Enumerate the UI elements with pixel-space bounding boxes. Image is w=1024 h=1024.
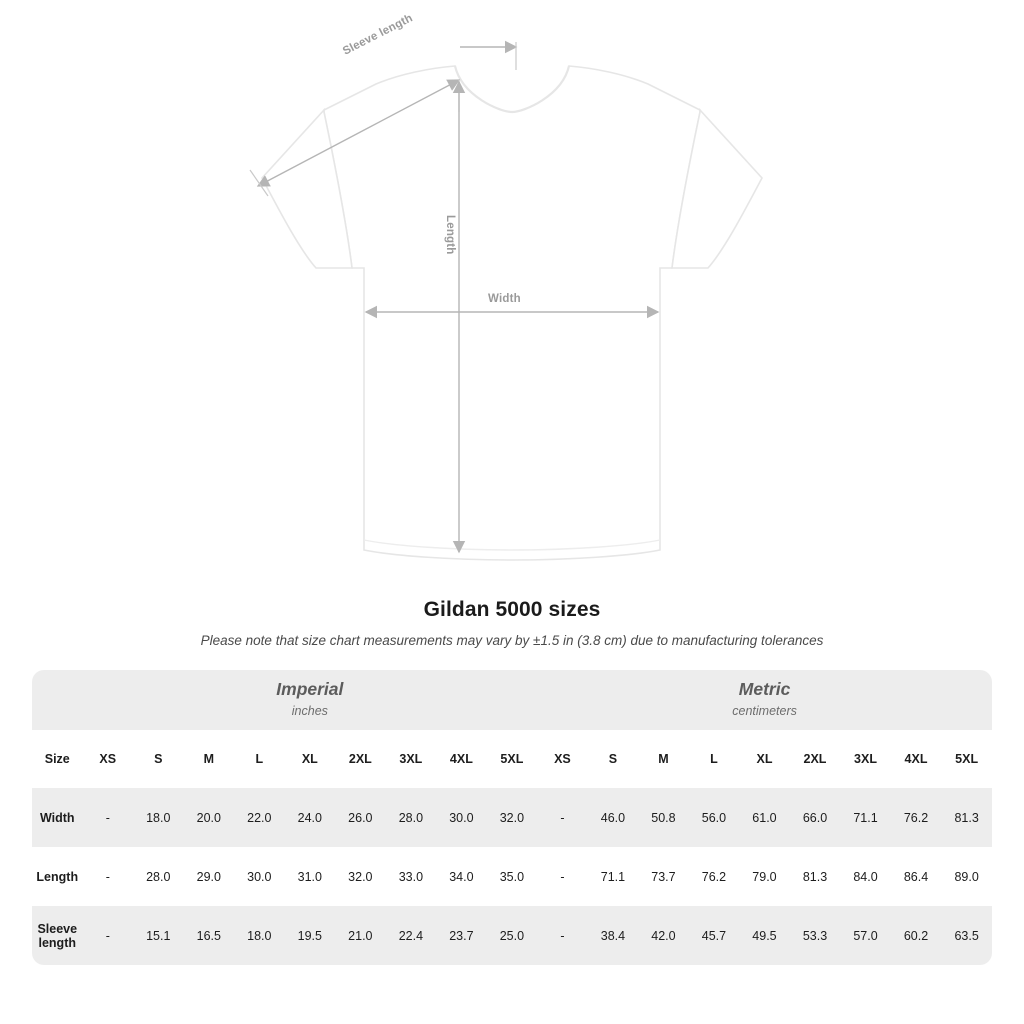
cell-sleeve-metric-xl: 49.5 [739, 906, 790, 965]
cell-sleeve-metric-2xl: 53.3 [790, 906, 841, 965]
cell-width-imperial-l: 22.0 [234, 788, 285, 847]
cell-sleeve-imperial-s: 15.1 [133, 906, 184, 965]
cell-sleeve-metric-m: 42.0 [638, 906, 689, 965]
size-header-metric-l: L [689, 730, 740, 788]
cell-width-metric-m: 50.8 [638, 788, 689, 847]
cell-sleeve-metric-xs: - [537, 906, 588, 965]
cell-length-metric-3xl: 84.0 [840, 847, 891, 906]
cell-sleeve-imperial-4xl: 23.7 [436, 906, 487, 965]
cell-length-metric-l: 76.2 [689, 847, 740, 906]
unit-header-metric [537, 670, 992, 730]
cell-length-imperial-xl: 31.0 [285, 847, 336, 906]
cell-width-imperial-5xl: 32.0 [487, 788, 538, 847]
cell-length-metric-xs: - [537, 847, 588, 906]
cell-length-metric-m: 73.7 [638, 847, 689, 906]
size-header-metric-4xl: 4XL [891, 730, 942, 788]
unit-name-metric: Metric [738, 679, 791, 700]
cell-width-metric-2xl: 66.0 [790, 788, 841, 847]
cell-width-metric-xs: - [537, 788, 588, 847]
unit-sub-imperial: inches [291, 703, 328, 718]
cell-sleeve-metric-3xl: 57.0 [840, 906, 891, 965]
table-row [32, 847, 992, 906]
cell-width-metric-4xl: 76.2 [891, 788, 942, 847]
unit-name-imperial: Imperial [276, 679, 344, 700]
sizes-header-row [32, 730, 992, 788]
sleeve-length-label: Sleeve length [341, 12, 415, 58]
cell-sleeve-metric-4xl: 60.2 [891, 906, 942, 965]
cell-sleeve-imperial-xs: - [83, 906, 134, 965]
cell-sleeve-metric-l: 45.7 [689, 906, 740, 965]
cell-sleeve-imperial-2xl: 21.0 [335, 906, 386, 965]
size-header-metric-s: S [588, 730, 639, 788]
unit-sub-metric: centimeters [732, 703, 797, 718]
table-row [32, 788, 992, 847]
cell-sleeve-imperial-xl: 19.5 [285, 906, 336, 965]
cell-length-metric-5xl: 89.0 [941, 847, 992, 906]
table-corner-cell [32, 670, 83, 730]
size-header-metric-xl: XL [739, 730, 790, 788]
size-header-imperial-3xl: 3XL [386, 730, 437, 788]
size-header-imperial-s: S [133, 730, 184, 788]
tolerance-note: Please note that size chart measurements may vary by ±1.5 in (3.8 cm) due to manufacturing tolerances [200, 633, 824, 648]
cell-sleeve-imperial-3xl: 22.4 [386, 906, 437, 965]
size-header-imperial-l: L [234, 730, 285, 788]
size-header-label: Size [32, 730, 83, 788]
cell-length-imperial-xs: - [83, 847, 134, 906]
cell-sleeve-imperial-5xl: 25.0 [487, 906, 538, 965]
cell-length-imperial-5xl: 35.0 [487, 847, 538, 906]
cell-width-imperial-3xl: 28.0 [386, 788, 437, 847]
size-header-imperial-xs: XS [83, 730, 134, 788]
row-label-width: Width [32, 788, 83, 847]
cell-width-metric-3xl: 71.1 [840, 788, 891, 847]
size-chart-table-wrap [32, 670, 992, 965]
size-header-metric-xs: XS [537, 730, 588, 788]
size-header-imperial-2xl: 2XL [335, 730, 386, 788]
row-label-length: Length [32, 847, 83, 906]
cell-sleeve-imperial-m: 16.5 [184, 906, 235, 965]
cell-length-imperial-l: 30.0 [234, 847, 285, 906]
cell-sleeve-metric-5xl: 63.5 [941, 906, 992, 965]
cell-width-imperial-s: 18.0 [133, 788, 184, 847]
cell-width-imperial-xs: - [83, 788, 134, 847]
cell-width-imperial-xl: 24.0 [285, 788, 336, 847]
width-label: Width [484, 293, 525, 305]
cell-length-metric-2xl: 81.3 [790, 847, 841, 906]
size-header-metric-5xl: 5XL [941, 730, 992, 788]
length-label: Length [444, 215, 456, 255]
size-header-imperial-4xl: 4XL [436, 730, 487, 788]
cell-length-metric-s: 71.1 [588, 847, 639, 906]
size-header-metric-2xl: 2XL [790, 730, 841, 788]
cell-length-imperial-s: 28.0 [133, 847, 184, 906]
size-header-imperial-5xl: 5XL [487, 730, 538, 788]
unit-header-row [32, 670, 992, 730]
cell-width-metric-5xl: 81.3 [941, 788, 992, 847]
cell-length-imperial-3xl: 33.0 [386, 847, 437, 906]
row-label-sleeve-length: Sleeve length [32, 906, 83, 965]
cell-width-metric-s: 46.0 [588, 788, 639, 847]
tshirt-body [324, 66, 700, 560]
size-chart-table [32, 670, 992, 965]
cell-width-imperial-2xl: 26.0 [335, 788, 386, 847]
cell-width-metric-l: 56.0 [689, 788, 740, 847]
cell-width-metric-xl: 61.0 [739, 788, 790, 847]
cell-length-imperial-2xl: 32.0 [335, 847, 386, 906]
size-header-metric-3xl: 3XL [840, 730, 891, 788]
cell-width-imperial-m: 20.0 [184, 788, 235, 847]
cell-length-metric-4xl: 86.4 [891, 847, 942, 906]
table-row [32, 906, 992, 965]
cell-length-metric-xl: 79.0 [739, 847, 790, 906]
unit-header-imperial [83, 670, 538, 730]
size-header-imperial-m: M [184, 730, 235, 788]
size-header-metric-m: M [638, 730, 689, 788]
size-header-imperial-xl: XL [285, 730, 336, 788]
page-title: Gildan 5000 sizes [423, 598, 601, 621]
cell-length-imperial-m: 29.0 [184, 847, 235, 906]
cell-length-imperial-4xl: 34.0 [436, 847, 487, 906]
cell-sleeve-imperial-l: 18.0 [234, 906, 285, 965]
cell-width-imperial-4xl: 30.0 [436, 788, 487, 847]
cell-sleeve-metric-s: 38.4 [588, 906, 639, 965]
title-block [0, 598, 1024, 648]
